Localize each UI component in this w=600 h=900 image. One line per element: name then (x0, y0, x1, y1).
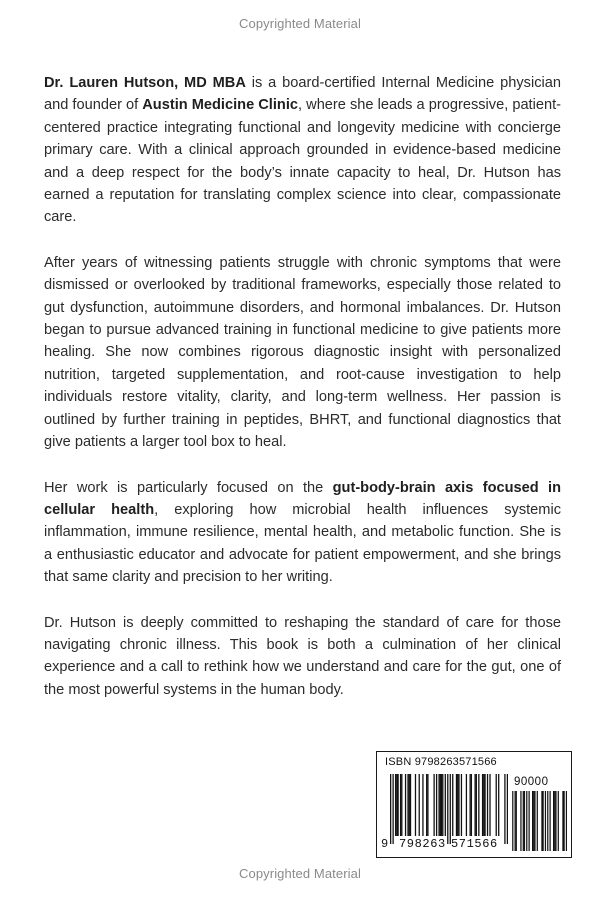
barcode-bar (471, 774, 472, 836)
barcode-bar (396, 774, 397, 836)
barcode-bar (484, 774, 485, 836)
addon-bar (562, 791, 563, 851)
ean-barcode-bars (390, 774, 508, 844)
barcode-bar (496, 774, 497, 836)
bio-p1-text-a: is a board-certified Internal Medicine physician and founder of (44, 75, 561, 114)
barcode-bar (440, 774, 441, 836)
copyright-watermark-top: Copyrighted Material (239, 16, 361, 31)
barcode-bar (476, 774, 477, 836)
bio-p3-text-b: , exploring how microbial health influences systemic inflammation, immune resilience, mental health, and metabolic function. She is a enthusiastic educator and advocate for patient empowerment, and she brings that same clarity and precision to her writing. (44, 501, 561, 586)
ean-left-digits: 798263 (399, 837, 446, 851)
copyright-watermark-bottom: Copyrighted Material (239, 866, 361, 881)
addon-bar (515, 791, 516, 851)
barcode-bar (447, 774, 448, 844)
barcode-bar (441, 774, 442, 836)
addon-bar (566, 791, 567, 851)
isbn-label: ISBN 9798263571566 (385, 756, 497, 768)
addon-bar (524, 791, 525, 851)
barcode-bar (407, 774, 408, 836)
addon-bar (558, 791, 559, 851)
barcode-bar (397, 774, 398, 836)
author-bio (44, 72, 561, 724)
addon-barcode-bars (511, 791, 567, 851)
addon-bar (554, 791, 555, 851)
barcode-bar (427, 774, 428, 836)
barcode-bar (392, 774, 393, 844)
barcode-bar (415, 774, 416, 836)
addon-bar (523, 791, 524, 851)
isbn-barcode (376, 751, 572, 858)
addon-bar (541, 791, 542, 851)
barcode-bar (390, 774, 391, 844)
barcode-bar (395, 774, 396, 836)
addon-bar (543, 791, 544, 851)
addon-bar (533, 791, 534, 851)
bio-paragraph-3 (44, 477, 561, 589)
clinic-name: Austin Medicine Clinic (142, 97, 299, 114)
bio-paragraph-2: After years of witnessing patients struggle with chronic symptoms that were dismissed or overlooked by traditional frameworks, especially those related to gut dysfunction, autoimmune disorders, and hormonal imbalances. Dr. Hutson began to pursue advanced training in functional medicine to give patients more healing. She now combines rigorous diagnostic insight with personalized nutrition, targeted supplementation, and root-cause investigation to help individuals restore vitality, clarity, and long-term wellness. Her passion is outlined by further training in peptides, BHRT, and functional diagnostics that give patients a larger tool box to heal. (44, 254, 561, 451)
barcode-bar (405, 774, 406, 836)
barcode-bar (504, 774, 505, 844)
ean-lead-digit: 9 (381, 837, 389, 851)
addon-bar (516, 791, 517, 851)
addon-bar (555, 791, 556, 851)
addon-bar (550, 791, 551, 851)
addon-bar (512, 791, 513, 851)
barcode-bar (433, 774, 434, 836)
barcode-bar (498, 774, 499, 836)
barcode-bar (452, 774, 453, 836)
barcode-bar (442, 774, 443, 836)
barcode-bar (461, 774, 462, 836)
barcode-bar (422, 774, 423, 836)
focus-area: gut-body-brain axis focused in cellular health (44, 479, 561, 518)
addon-bar (564, 791, 565, 851)
barcode-bar (457, 774, 458, 836)
barcode-bar (483, 774, 484, 836)
addon-bar (545, 791, 546, 851)
author-name: Dr. Lauren Hutson, MD MBA (44, 75, 246, 91)
addon-bar (547, 791, 548, 851)
barcode-bar (426, 774, 427, 836)
bio-paragraph-4: Dr. Hutson is deeply committed to reshaping the standard of care for those navigating chronic illness. This book is both a culmination of her clinical experience and a call to rethink how we understand and care for the gut, one of the most powerful systems in the human body. (44, 614, 561, 698)
barcode-bar (458, 774, 459, 836)
barcode-bar (450, 774, 451, 844)
barcode-bar (487, 774, 488, 836)
ean-right-digits: 571566 (451, 837, 498, 851)
barcode-bar (507, 774, 508, 844)
price-code: 90000 (514, 776, 549, 788)
barcode-bar (478, 774, 479, 836)
barcode-bar (482, 774, 483, 836)
barcode-bar (410, 774, 411, 836)
barcode-bar (409, 774, 410, 836)
addon-bar (526, 791, 527, 851)
barcode-bar (466, 774, 467, 836)
barcode-bar (489, 774, 490, 836)
bio-paragraph-1 (44, 72, 561, 229)
barcode-bar (469, 774, 470, 836)
addon-bar (553, 791, 554, 851)
bio-p3-text-a: Her work is particularly focused on the (44, 479, 333, 496)
addon-bar (529, 791, 530, 851)
barcode-bar (456, 774, 457, 836)
addon-bar (537, 791, 538, 851)
barcode-bar (401, 774, 402, 836)
addon-bar (520, 791, 521, 851)
barcode-bar (474, 774, 475, 836)
bio-p1-text-b: , where she leads a progressive, patient-centered practice integrating functional and longevity medicine with concierge primary care. With a clinical approach grounded in evidence-based medicine and a deep respect for the body’s innate capacity to heal, Dr. Hutson has earned a reputation for translating complex science into clear, compassionate care. (44, 97, 561, 226)
barcode-bar (445, 774, 446, 836)
addon-bar (534, 791, 535, 851)
barcode-bar (419, 774, 420, 836)
addon-bar (532, 791, 533, 851)
barcode-bar (438, 774, 439, 836)
barcode-bar (436, 774, 437, 836)
barcode-bar (400, 774, 401, 836)
